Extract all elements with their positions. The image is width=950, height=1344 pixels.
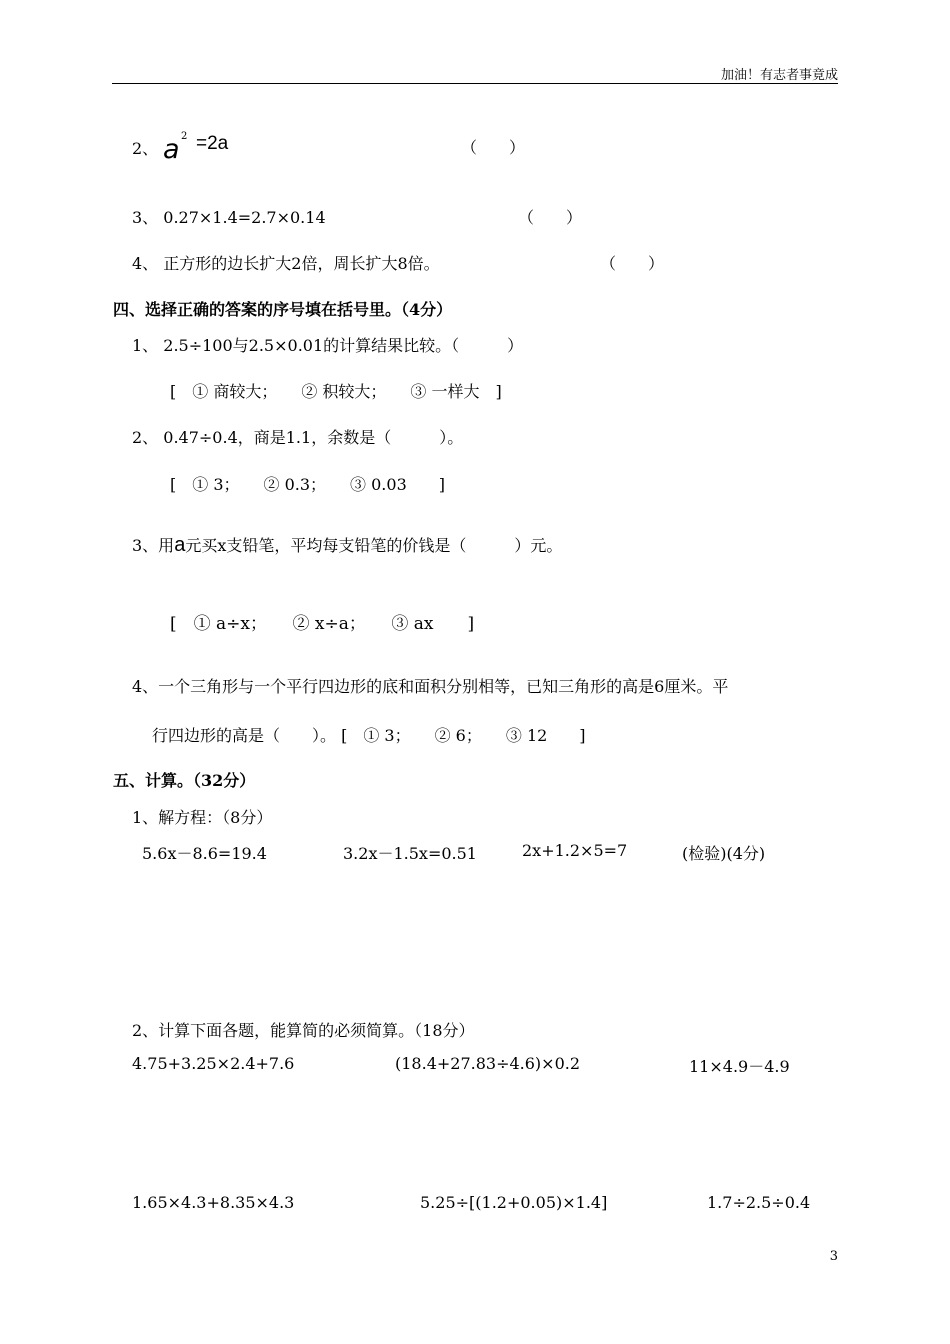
page-number: 3 [829,1249,838,1264]
choice-q3-pre: 3、用 [132,536,175,555]
judge-item-2-number: 2、 [132,139,159,158]
judge-item-2-base: a [163,134,180,165]
choice-q2-options: [ ① 3； ② 0.3； ③ 0.03 ] [170,475,445,494]
choice-q4-line1: 4、一个三角形与一个平行四边形的底和面积分别相等，已知三角形的高是6厘米。平 [132,677,729,696]
choice-q3-options: [ ① a÷x； ② x÷a； ③ ax ] [170,614,475,634]
judge-item-2-paren: （ ） [461,138,526,157]
equation-check-note: (检验)(4分) [682,844,766,863]
judge-item-4-paren: （ ） [600,254,665,273]
choice-q3-post: 元买x支铅笔，平均每支铅笔的价钱是（ ）元。 [185,536,563,555]
choice-q3-a: a [174,534,186,556]
calc-1: 4.75+3.25×2.4+7.6 [132,1054,295,1073]
solve-equations-title: 1、解方程：（8分） [132,808,273,827]
equation-3: 2x+1.2×5=7 [522,841,628,860]
choice-q3 [132,533,562,557]
equation-2: 3.2x－1.5x=0.51 [343,844,477,863]
calc-5: 5.25÷[(1.2+0.05)×1.4] [420,1193,608,1212]
judge-item-3: 3、 0.27×1.4=2.7×0.14 [132,208,326,227]
choice-q1-options: [ ① 商较大； ② 积较大； ③ 一样大 ] [170,382,502,401]
judge-item-2-exponent: 2 [181,131,188,142]
header-slogan: 加油！有志者事竟成 [720,68,838,83]
judge-item-4: 4、 正方形的边长扩大2倍，周长扩大8倍。 [132,254,440,273]
judge-item-3-paren: （ ） [518,208,583,227]
calc-2: (18.4+27.83÷4.6)×0.2 [395,1054,581,1073]
choice-q4-line2: 行四边形的高是（ ）。 [ ① 3； ② 6； ③ 12 ] [152,726,586,745]
judge-item-2-rest: =2a [196,133,229,154]
section-5-heading: 五、计算。（32分） [113,771,256,790]
choice-q1: 1、 2.5÷100与2.5×0.01的计算结果比较。（ ） [132,336,524,355]
equation-1: 5.6x－8.6=19.4 [142,844,267,863]
calc-4: 1.65×4.3+8.35×4.3 [132,1193,295,1212]
choice-q2: 2、 0.47÷0.4，商是1.1，余数是（ ）。 [132,428,464,447]
header-rule [112,83,838,84]
section-4-heading: 四、选择正确的答案的序号填在括号里。（4分） [113,300,453,319]
calc-6: 1.7÷2.5÷0.4 [707,1193,811,1212]
calculate-title: 2、计算下面各题，能算简的必须简算。（18分） [132,1021,475,1040]
calc-3: 11×4.9－4.9 [689,1057,790,1076]
